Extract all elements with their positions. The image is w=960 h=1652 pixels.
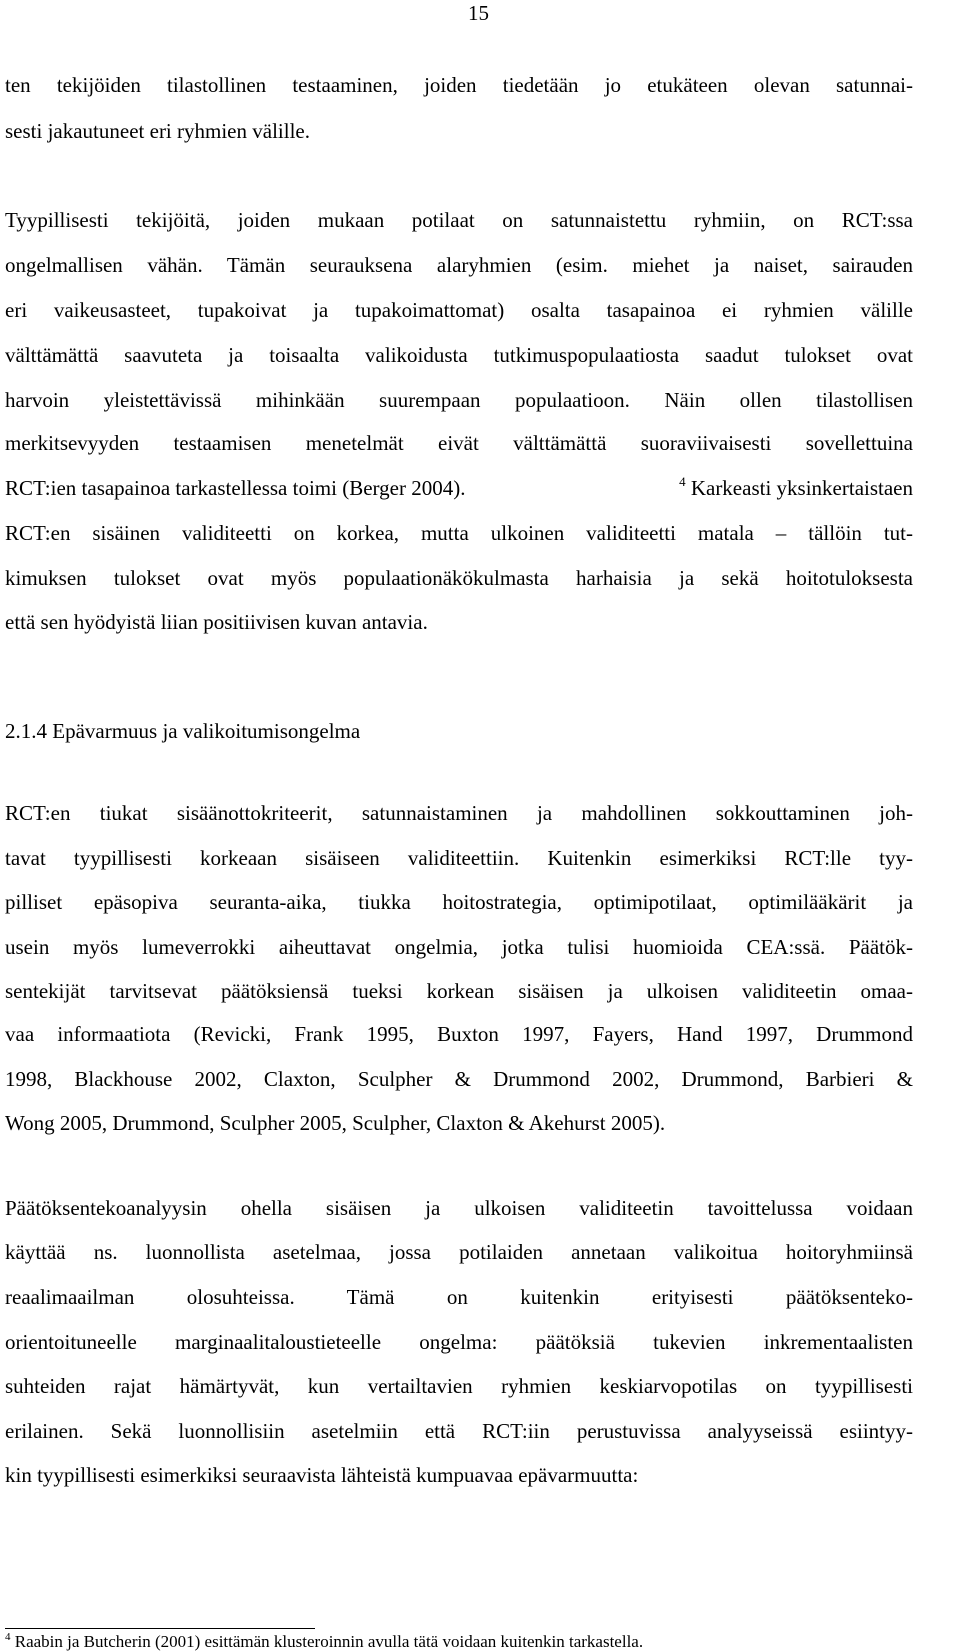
text-line: sentekijät tarvitsevat päätöksiensä tueksi korkean sisäisen ja ulkoisen validiteetin omaa-	[5, 979, 913, 1003]
text-line: harvoin yleistettävissä mihinkään suurempaan populaatioon. Näin ollen tilastollisen	[5, 388, 913, 412]
text-line: 1998, Blackhouse 2002, Claxton, Sculpher & Drummond 2002, Drummond, Barbieri &	[5, 1067, 913, 1091]
text-segment: RCT:ien tasapainoa tarkastellessa toimi (Berger 2004).	[5, 476, 466, 500]
text-line: orientoituneelle marginaalitaloustieteelle ongelma: päätöksiä tukevien inkrementaalisten	[5, 1330, 913, 1354]
section-heading: 2.1.4 Epävarmuus ja valikoitumisongelma	[5, 719, 361, 743]
text-line: RCT:en sisäinen validiteetti on korkea, mutta ulkoinen validiteetti matala – tällöin tut-	[5, 521, 913, 545]
text-line: Tyypillisesti tekijöitä, joiden mukaan potilaat on satunnaistettu ryhmiin, on RCT:ssa	[5, 208, 913, 232]
footnote-text: Raabin ja Butcherin (2001) esittämän klusteroinnin avulla tätä voidaan kuitenkin tarkastella.	[14, 1632, 644, 1651]
text-line: Wong 2005, Drummond, Sculpher 2005, Sculpher, Claxton & Akehurst 2005).	[5, 1111, 666, 1135]
text-line: ongelmallisen vähän. Tämän seurauksena alaryhmien (esim. miehet ja naiset, sairauden	[5, 253, 913, 277]
text-line: käyttää ns. luonnollista asetelmaa, jossa potilaiden annetaan valikoitua hoitoryhmiinsä	[5, 1240, 913, 1264]
text-line: usein myös lumeverrokki aiheuttavat ongelmia, jotka tulisi huomioida CEA:ssä. Päätök-	[5, 935, 913, 959]
text-segment: Karkeasti yksinkertaistaen	[690, 476, 913, 500]
footnote-divider	[5, 1628, 315, 1629]
text-line: kimuksen tulokset ovat myös populaationäkökulmasta harhaisia ja sekä hoitotuloksesta	[5, 566, 913, 590]
text-line: Päätöksentekoanalyysin ohella sisäisen ja ulkoisen validiteetin tavoittelussa voidaan	[5, 1196, 913, 1220]
text-line: sesti jakautuneet eri ryhmien välille.	[5, 119, 310, 143]
text-segment	[679, 475, 913, 501]
text-line	[5, 475, 913, 501]
text-line: merkitsevyyden testaamisen menetelmät eivät välttämättä suoraviivaisesti sovellettuina	[5, 431, 913, 455]
text-line: ten tekijöiden tilastollinen testaaminen, joiden tiedetään jo etukäteen olevan satunnai-	[5, 73, 913, 97]
footnote-reference[interactable]: 4	[679, 474, 686, 489]
text-line: välttämättä saavuteta ja toisaalta valikoidusta tutkimuspopulaatiosta saadut tulokset ovat	[5, 343, 913, 367]
text-line: tavat tyypillisesti korkeaan sisäiseen validiteettiin. Kuitenkin esimerkiksi RCT:lle tyy-	[5, 846, 913, 870]
text-line: reaalimaailman olosuhteissa. Tämä on kuitenkin erityisesti päätöksenteko-	[5, 1285, 913, 1309]
footnote-number: 4	[5, 1631, 11, 1643]
text-line: että sen hyödyistä liian positiivisen kuvan antavia.	[5, 610, 428, 634]
text-line: erilainen. Sekä luonnollisiin asetelmiin että RCT:iin perustuvissa analyyseissä esiintyy-	[5, 1419, 913, 1443]
text-line: RCT:en tiukat sisäänottokriteerit, satunnaistaminen ja mahdollinen sokkouttaminen joh-	[5, 801, 913, 825]
text-line: kin tyypillisesti esimerkiksi seuraavista lähteistä kumpuavaa epävarmuutta:	[5, 1463, 639, 1487]
page-number: 15	[468, 1, 489, 25]
text-line: suhteiden rajat hämärtyvät, kun vertailtavien ryhmien keskiarvopotilas on tyypillisesti	[5, 1374, 913, 1398]
text-line: vaa informaatiota (Revicki, Frank 1995, Buxton 1997, Fayers, Hand 1997, Drummond	[5, 1022, 913, 1046]
text-line: eri vaikeusasteet, tupakoivat ja tupakoimattomat) osalta tasapainoa ei ryhmien välille	[5, 298, 913, 322]
text-line: pilliset epäsopiva seuranta-aika, tiukka hoitostrategia, optimipotilaat, optimilääkärit ja	[5, 890, 913, 914]
footnote	[5, 1632, 643, 1652]
